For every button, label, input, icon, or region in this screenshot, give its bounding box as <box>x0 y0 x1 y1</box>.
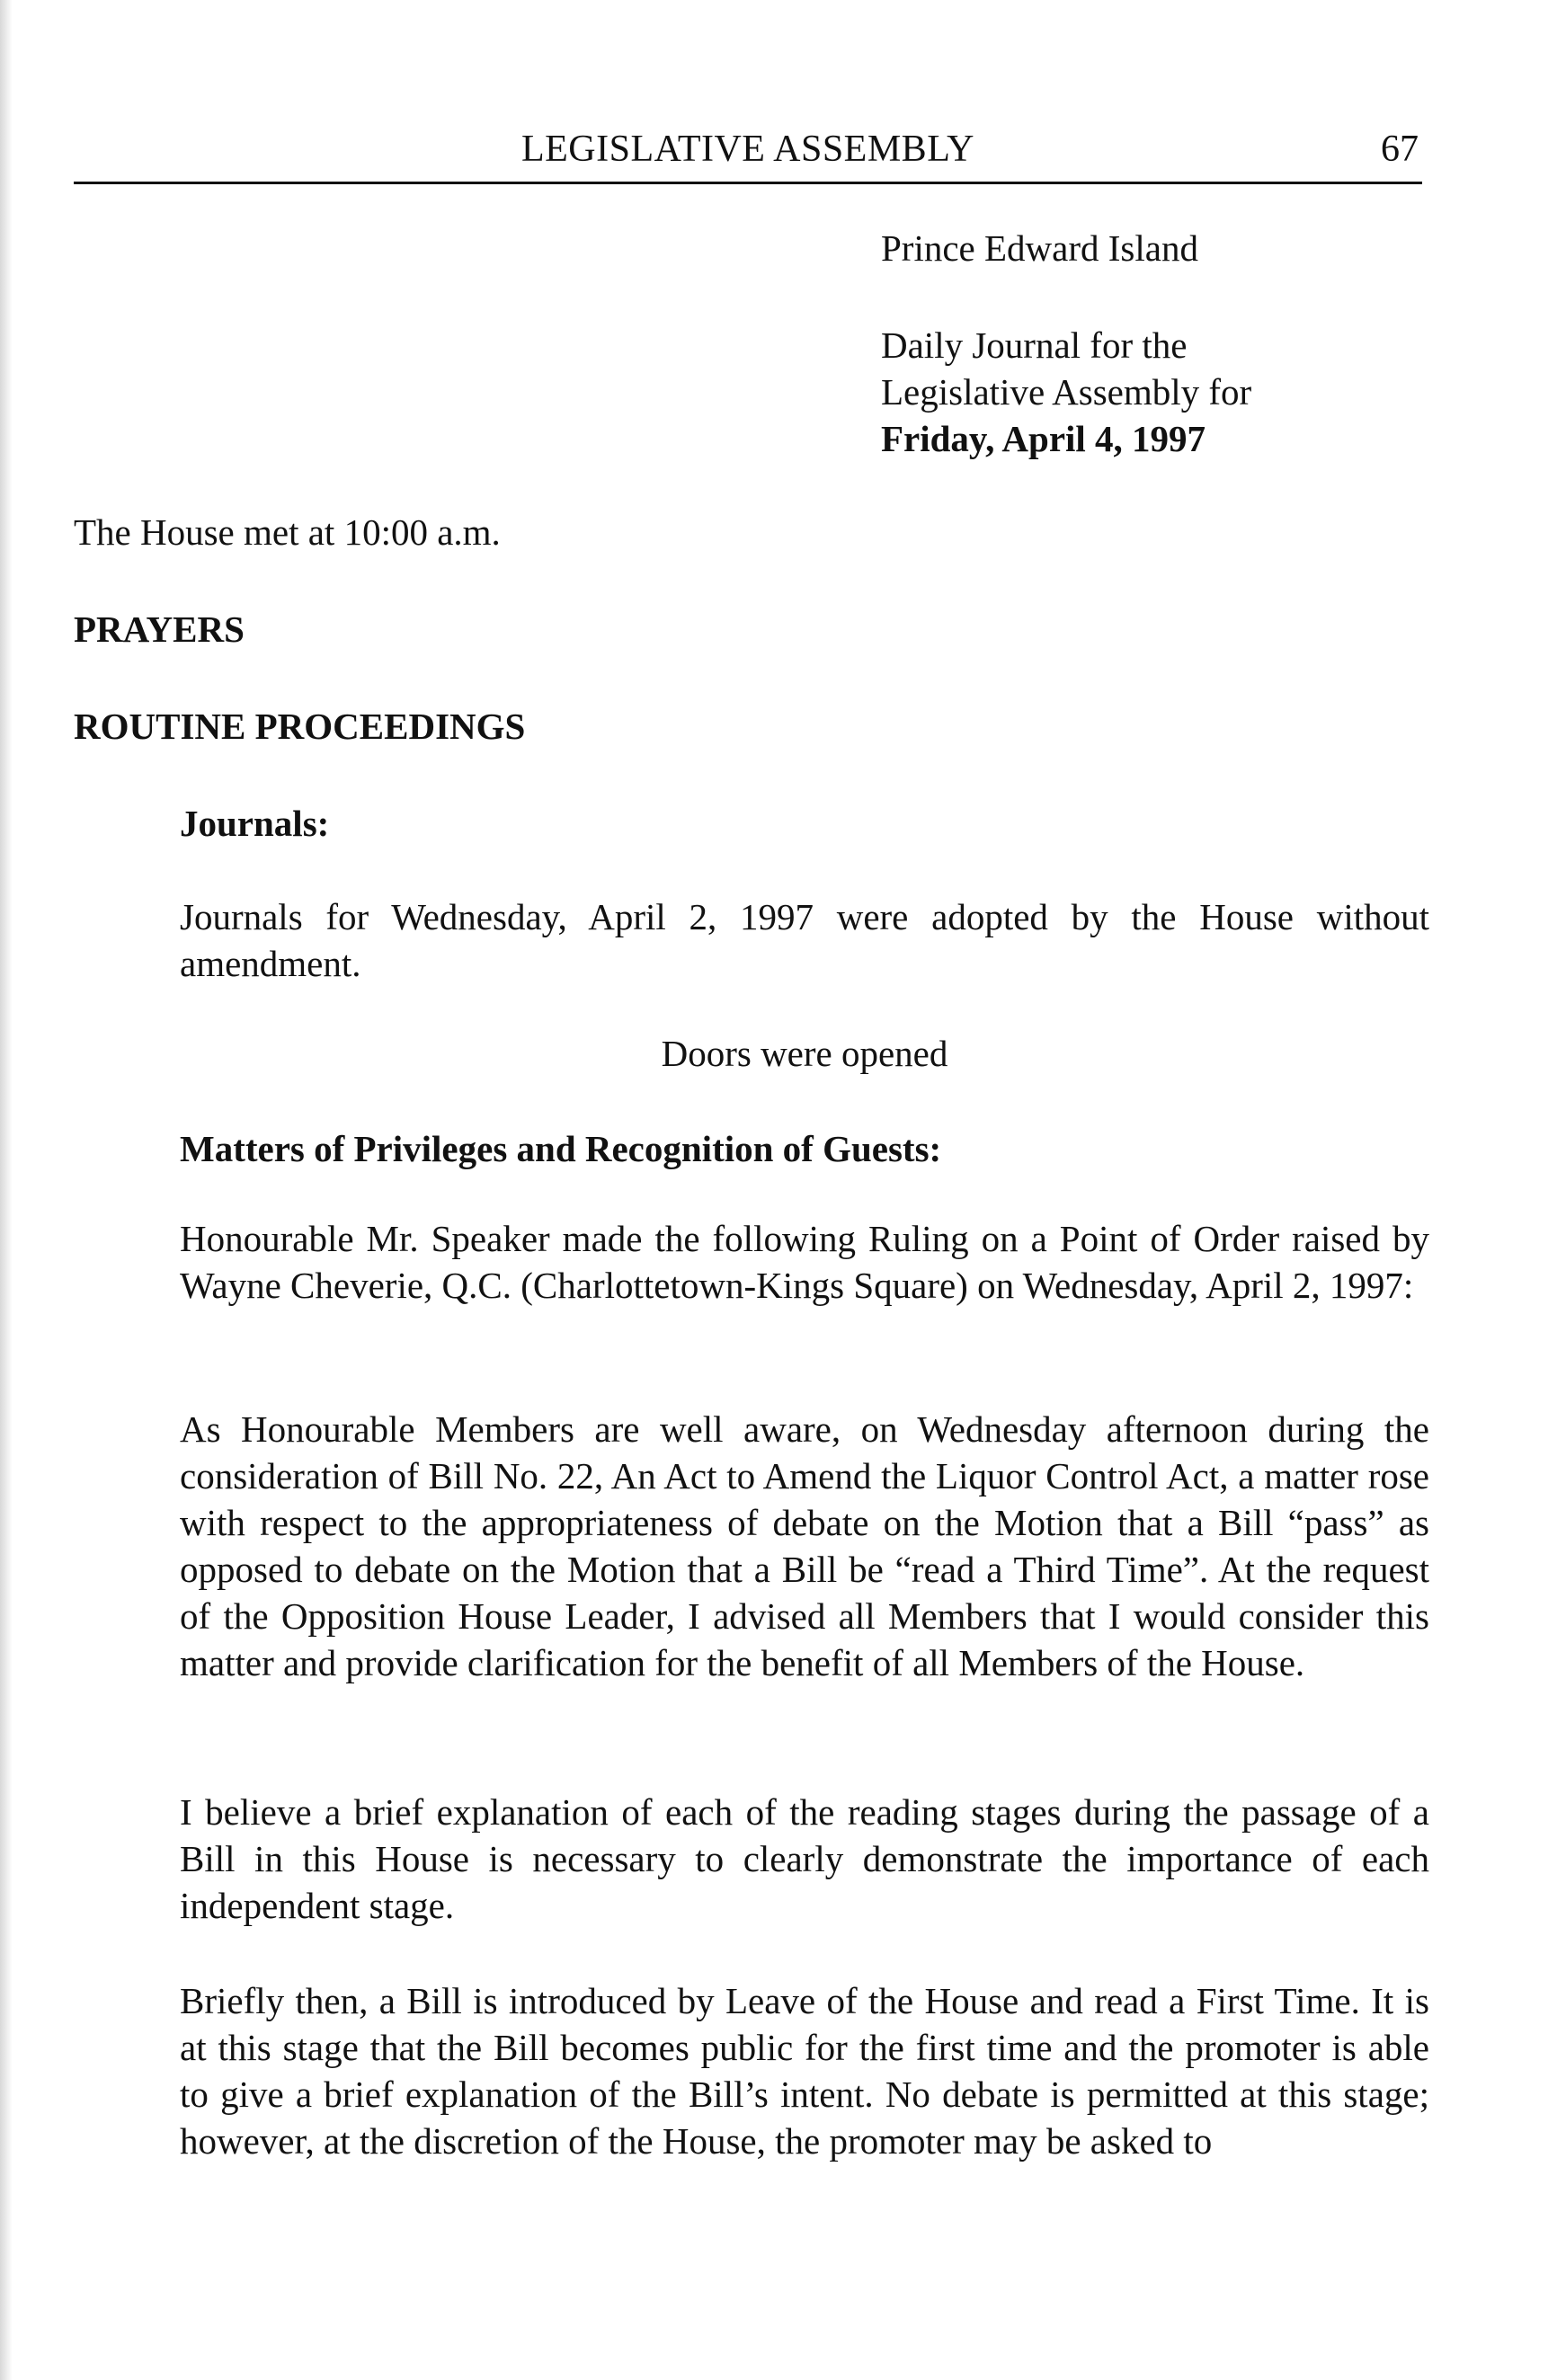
routine-proceedings-heading: ROUTINE PROCEEDINGS <box>74 706 526 747</box>
running-head <box>74 124 1422 184</box>
ruling-paragraph-3: Briefly then, a Bill is introduced by Leave of the House and read a First Time. It is at this stage that the Bill becomes public for the first time and the promoter is able to give a brief explanation of the Bill’s intent. No debate is permitted at this stage; however, at the discretion of the House, the promoter may be asked to <box>180 1980 1429 2162</box>
journals-paragraph: Journals for Wednesday, April 2, 1997 were adopted by the House without amendment. <box>180 896 1429 984</box>
province-name: Prince Edward Island <box>881 227 1198 269</box>
scan-edge-shadow <box>0 0 13 2380</box>
ruling-intro-paragraph: Honourable Mr. Speaker made the following Ruling on a Point of Order raised by Wayne Cheverie, Q.C. (Charlottetown-Kings Square) on Wednesday, April 2, 1997: <box>180 1218 1429 1306</box>
sitting-time: The House met at 10:00 a.m. <box>74 511 501 553</box>
running-head-title: LEGISLATIVE ASSEMBLY <box>521 129 974 170</box>
privileges-heading: Matters of Privileges and Recognition of Guests: <box>180 1128 942 1169</box>
ruling-paragraph-2: I believe a brief explanation of each of the reading stages during the passage of a Bill in this House is necessary to clearly demonstrate the importance of each independent stage. <box>180 1791 1429 1926</box>
journal-date: Friday, April 4, 1997 <box>881 418 1206 459</box>
journal-title-line-2: Legislative Assembly for <box>881 371 1252 413</box>
journal-header-block <box>881 225 1456 462</box>
journal-title-line-1: Daily Journal for the <box>881 324 1188 366</box>
page-number: 67 <box>1381 129 1419 170</box>
ruling-paragraph-1: As Honourable Members are well aware, on Wednesday afternoon during the consideration of Bill No. 22, An Act to Amend the Liquor Control Act, a matter rose with respect to the appropriateness of debate on the Motion that a Bill “pass” as opposed to debate on the Motion that a Bill be “read a Third Time”. At the request of the Opposition House Leader, I advised all Members that I would consider this matter and provide clarification for the benefit of all Members of the House. <box>180 1408 1429 1683</box>
prayers-heading: PRAYERS <box>74 608 245 650</box>
journals-heading: Journals: <box>180 803 330 844</box>
doors-opened-note: Doors were opened <box>661 1033 948 1074</box>
